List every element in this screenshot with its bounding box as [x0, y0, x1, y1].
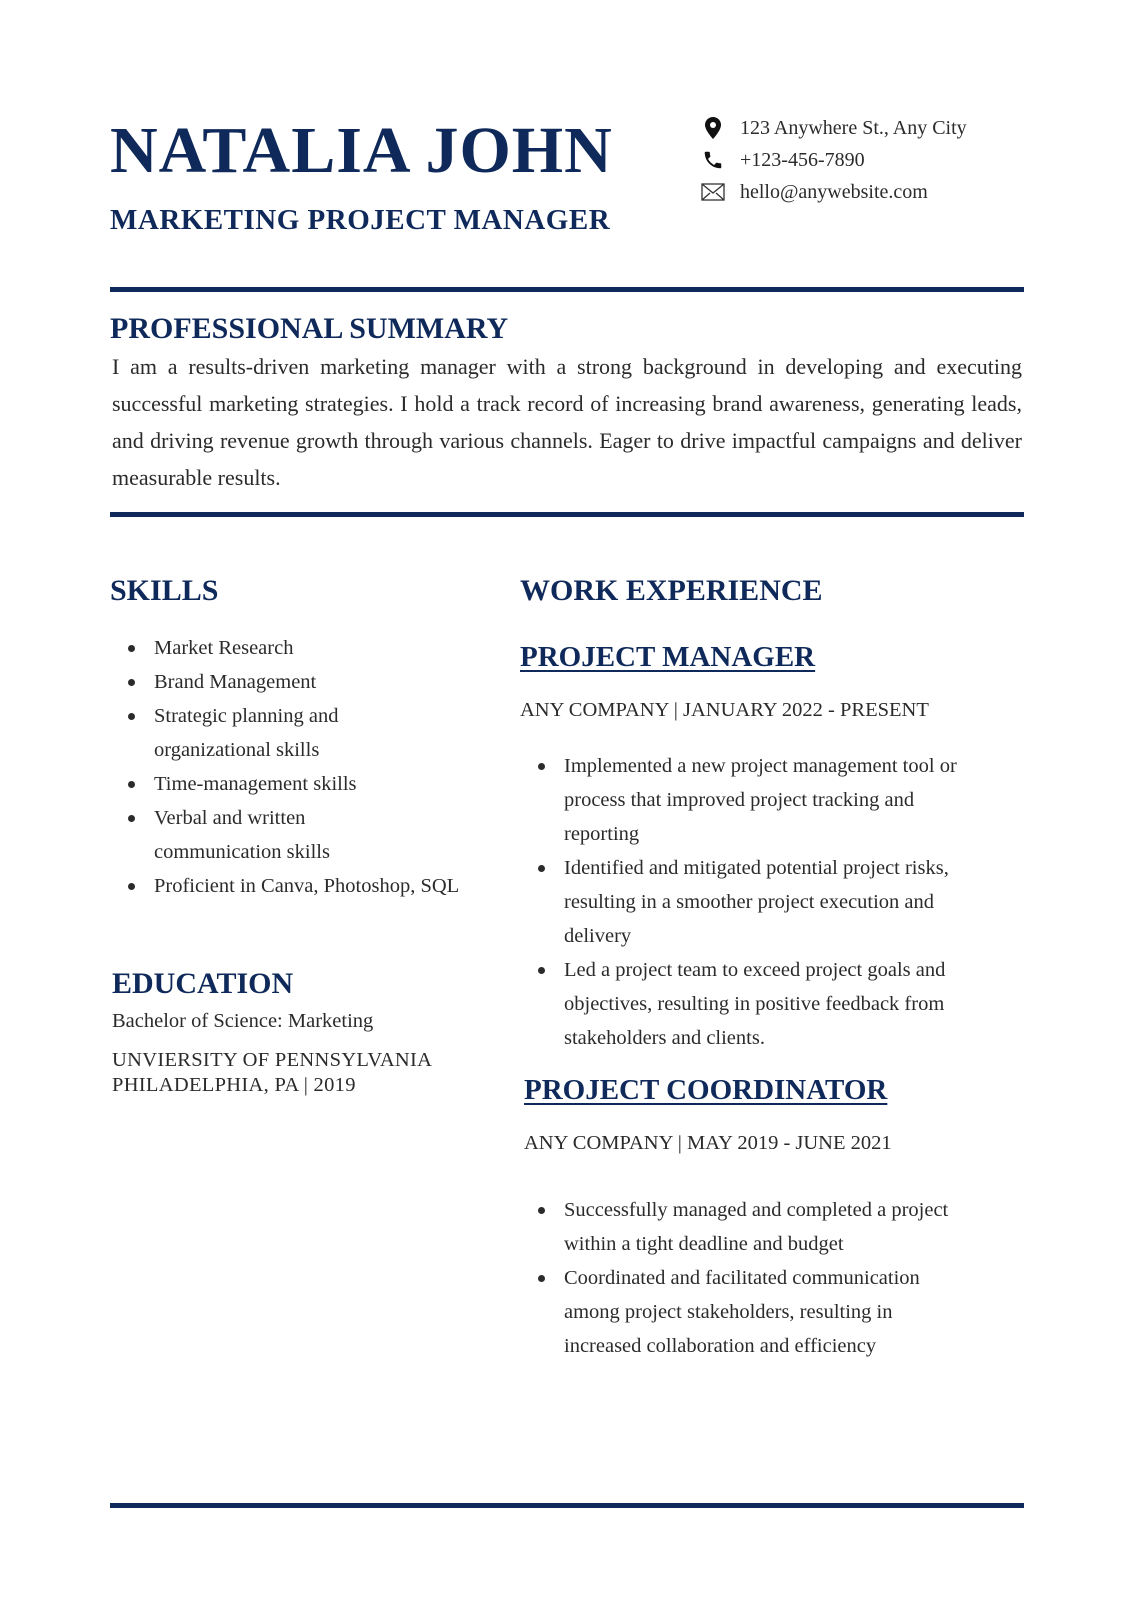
summary-divider: [110, 512, 1024, 517]
location-pin-icon: [700, 117, 726, 139]
job-bullet: Coordinated and facilitated communication among project stakeholders, resulting in increased collaboration and efficiency: [520, 1261, 934, 1363]
job-bullet: Led a project team to exceed project goals and objectives, resulting in positive feedback from stakeholders and clients.: [520, 953, 980, 1055]
education-location-year: PHILADELPHIA, PA | 2019: [112, 1074, 356, 1096]
contact-block: [700, 112, 1020, 208]
job-title: PROJECT MANAGER: [520, 641, 816, 673]
job-meta: ANY COMPANY | JANUARY 2022 - PRESENT: [520, 699, 929, 721]
phone-icon: [700, 149, 726, 171]
skill-item: Proficient in Canva, Photoshop, SQL: [110, 869, 484, 903]
skill-item: Brand Management: [110, 665, 480, 699]
job-meta: ANY COMPANY | MAY 2019 - JUNE 2021: [524, 1132, 892, 1154]
summary-heading: PROFESSIONAL SUMMARY: [110, 312, 509, 345]
skills-list: [110, 631, 480, 903]
experience-heading: WORK EXPERIENCE: [520, 574, 823, 607]
skill-item: Market Research: [110, 631, 480, 665]
education-heading: EDUCATION: [112, 967, 294, 1000]
contact-email: [700, 176, 1020, 208]
job-bullet: Successfully managed and completed a project within a tight deadline and budget: [520, 1193, 990, 1261]
top-divider: [110, 287, 1024, 292]
contact-phone: [700, 144, 1020, 176]
job-bullet: Implemented a new project management tool or process that improved project tracking and reporting: [520, 749, 980, 851]
email-icon: [700, 181, 726, 203]
job-bullets: [520, 749, 980, 1055]
contact-address: [700, 112, 1020, 144]
candidate-name: NATALIA JOHN: [110, 114, 613, 187]
skill-item: Verbal and written communication skills: [110, 801, 404, 869]
job-title: PROJECT COORDINATOR: [524, 1074, 888, 1106]
education-school: UNVIERSITY OF PENNSYLVANIA: [112, 1049, 433, 1071]
skill-item: Time-management skills: [110, 767, 480, 801]
contact-phone-text: +123-456-7890: [740, 148, 865, 171]
skill-item: Strategic planning and organizational skills: [110, 699, 404, 767]
skills-heading: SKILLS: [110, 574, 219, 607]
job-bullets: [520, 1193, 990, 1363]
contact-address-text: 123 Anywhere St., Any City: [740, 116, 967, 139]
contact-email-text[interactable]: hello@anywebsite.com: [740, 180, 928, 203]
job-bullet: Identified and mitigated potential project risks, resulting in a smoother project execution and delivery: [520, 851, 980, 953]
bottom-divider: [110, 1503, 1024, 1508]
education-degree: Bachelor of Science: Marketing: [112, 1010, 374, 1032]
candidate-role: MARKETING PROJECT MANAGER: [110, 204, 611, 236]
summary-text: I am a results-driven marketing manager with a strong background in developing and executing successful marketing strategies. I hold a track record of increasing brand awareness, generating leads, and driving revenue growth through various channels. Eager to drive impactful campaigns and deliver measurable results.: [112, 354, 1022, 490]
